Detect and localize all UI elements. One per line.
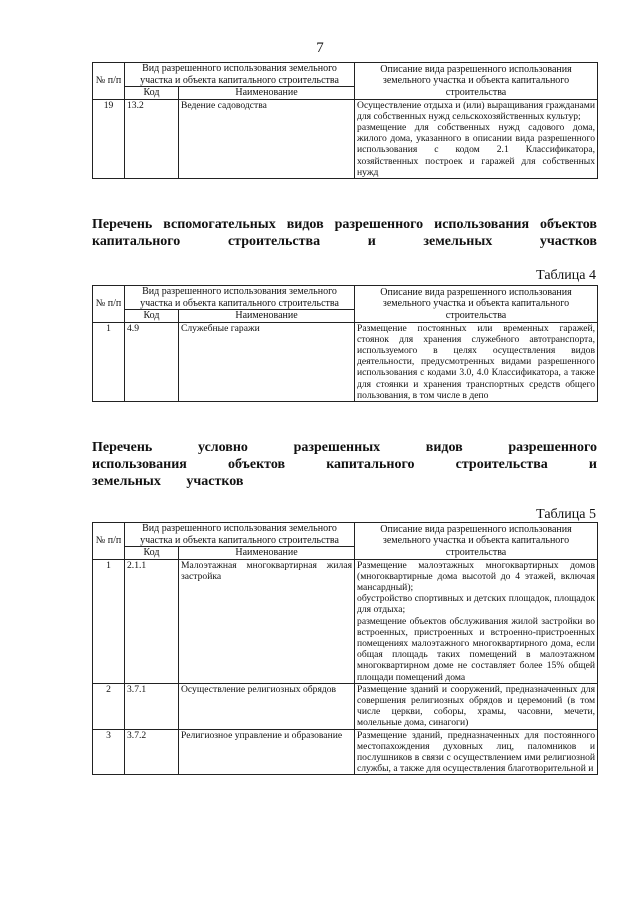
header-vid: Вид разрешенного использования земельного участка и объекта капитального строительства (125, 63, 355, 87)
row-description (355, 99, 598, 178)
row-name: Служебные гаражи (179, 322, 355, 401)
table-row (93, 322, 598, 401)
row-description (355, 322, 598, 401)
description-paragraph: Размещение малоэтажных многоквартирных домов (многоквартирные дома высотой до 4 этажей, включая мансардный); (357, 559, 596, 593)
table-row (93, 683, 598, 729)
description-paragraph: размещение объектов обслуживания жилой застройки во встроенных, пристроенных и встроенно-пристроенных помещениях малоэтажного многоквартирного дома, если общая площадь таких помещений в малоэтажном многоквартирном доме не составляет более 15% общей площади помещений дома (357, 615, 596, 683)
row-code: 3.7.2 (125, 729, 179, 775)
header-num: № п/п (93, 286, 125, 323)
description-paragraph: обустройство спортивных и детских площадок, площадок для отдыха; (357, 593, 596, 616)
header-num: № п/п (93, 63, 125, 100)
description-paragraph: Размещение зданий и сооружений, предназначенных для совершения религиозных обрядов и церемоний (в том числе церкви, соборы, храмы, часовни, мечети, молельные дома, синагоги) (357, 683, 596, 729)
heading-conditional-uses: Перечень условно разрешенных видов разрешенного использования объектов капитального строительства и земельных участков (92, 440, 597, 489)
row-number: 1 (93, 559, 125, 683)
header-name: Наименование (179, 87, 355, 100)
row-number: 1 (93, 322, 125, 401)
table-row (93, 99, 598, 178)
table-5 (92, 522, 598, 775)
heading-auxiliary-uses: Перечень вспомогательных видов разрешенного использования объектов капитального строительства и земельных участков (92, 217, 597, 249)
header-code: Код (125, 547, 179, 560)
header-num: № п/п (93, 523, 125, 560)
row-description (355, 729, 598, 775)
row-code: 2.1.1 (125, 559, 179, 683)
caption-table-5: Таблица 5 (536, 507, 596, 522)
caption-table-4: Таблица 4 (536, 268, 596, 283)
table-4 (92, 285, 598, 402)
row-name: Религиозное управление и образование (179, 729, 355, 775)
description-paragraph: Размещение постоянных или временных гаражей, стоянок для хранения служебного автотранспорта, используемого в целях осуществления видов деятельности, предусмотренных видами разрешенного использования с кодами 3.0, 4.0 Классификатора, а также для стоянки и хранения транспортных средств общего пользования, в том числе в депо (357, 322, 596, 401)
header-desc: Описание вида разрешенного использования земельного участка и объекта капитального строительства (355, 63, 598, 100)
row-description (355, 683, 598, 729)
description-paragraph: Осуществление отдыха и (или) выращивания гражданами для собственных нужд сельскохозяйственных культур; (357, 99, 596, 122)
description-paragraph: размещение для собственных нужд садового дома, жилого дома, указанного в описании вида разрешенного использования с кодом 2.1 Классификатора, хозяйственных построек и гаражей для собственных нужд (357, 121, 596, 178)
header-code: Код (125, 310, 179, 323)
page-number: 7 (316, 40, 324, 56)
row-code: 4.9 (125, 322, 179, 401)
row-name: Ведение садоводства (179, 99, 355, 178)
header-vid: Вид разрешенного использования земельного участка и объекта капитального строительства (125, 286, 355, 310)
header-name: Наименование (179, 547, 355, 560)
row-number: 2 (93, 683, 125, 729)
header-code: Код (125, 87, 179, 100)
row-code: 3.7.1 (125, 683, 179, 729)
row-name: Осуществление религиозных обрядов (179, 683, 355, 729)
row-description (355, 559, 598, 683)
description-paragraph: Размещение зданий, предназначенных для постоянного местопахождения духовных лиц, паломников и послушников в связи с осуществлением ими религиозной службы, а также для осуществления благотворительной и (357, 729, 596, 775)
header-desc: Описание вида разрешенного использования земельного участка и объекта капитального строительства (355, 286, 598, 323)
row-code: 13.2 (125, 99, 179, 178)
table-allowed-uses-continued (92, 62, 598, 179)
header-desc: Описание вида разрешенного использования земельного участка и объекта капитального строительства (355, 523, 598, 560)
row-number: 19 (93, 99, 125, 178)
row-number: 3 (93, 729, 125, 775)
table-row (93, 559, 598, 683)
table-row (93, 729, 598, 775)
row-name: Малоэтажная многоквартирная жилая застройка (179, 559, 355, 683)
header-vid: Вид разрешенного использования земельного участка и объекта капитального строительства (125, 523, 355, 547)
header-name: Наименование (179, 310, 355, 323)
